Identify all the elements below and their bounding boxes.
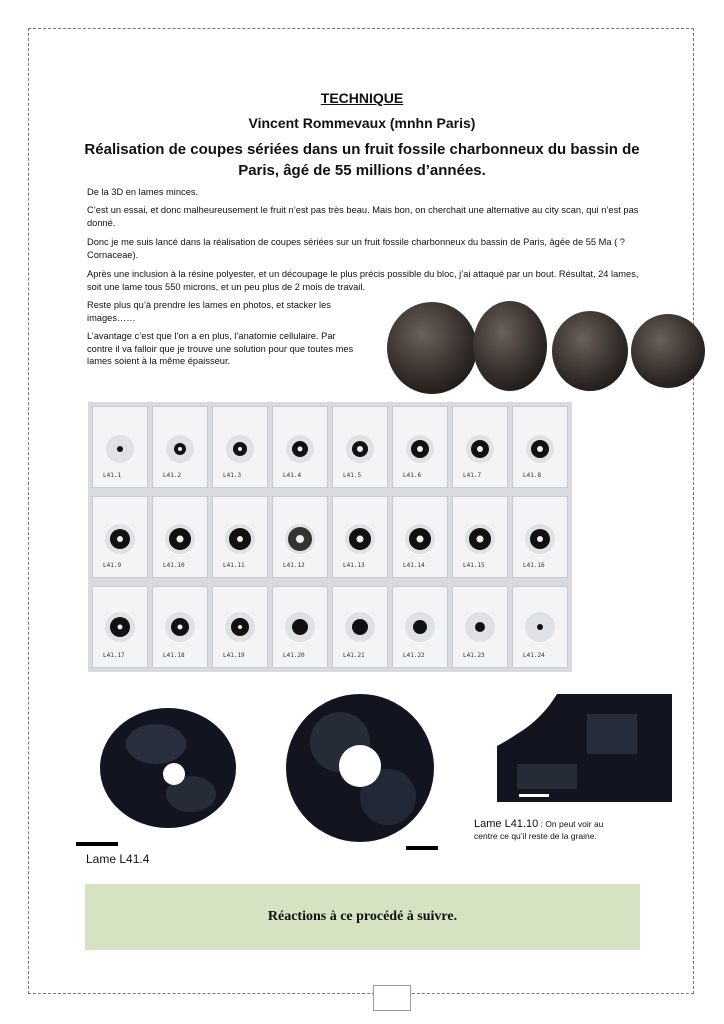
slide: L41.3 [212,406,268,488]
fruit-photo-2 [473,301,547,391]
paragraph-advantage: L’avantage c’est que l’on a en plus, l’anatomie cellulaire. Par contre il va falloir que je trouve une solution pour que toutes mes lames soient à la même épaisseur. [87,331,354,366]
slide: L41.17 [92,586,148,668]
page-number-box [373,985,411,1011]
scale-bar [406,846,438,850]
slide: L41.22 [392,586,448,668]
slide: L41.2 [152,406,208,488]
paragraph-essai: C’est un essai, et donc malheureusement le fruit n’est pas très beau. Mais bon, on cherchait une alternative au city scan, qui n’est pas donné. [87,205,639,228]
slide: L41.1 [92,406,148,488]
slides-grid [88,402,572,672]
slide: L41.23 [452,586,508,668]
slide: L41.20 [272,586,328,668]
slide: L41.12 [272,496,328,578]
slide: L41.11 [212,496,268,578]
reactions-banner [85,884,640,950]
paragraph-intro: De la 3D en lames minces. [87,187,199,197]
slide: L41.9 [92,496,148,578]
fruit-photo-4 [631,314,705,388]
slide: L41.6 [392,406,448,488]
fruit-photo-1 [387,302,477,394]
slide: L41.4 [272,406,328,488]
thin-section-l41-4 [96,704,241,834]
slide: L41.10 [152,496,208,578]
slide: L41.14 [392,496,448,578]
caption-lame-l41-10 [474,818,624,842]
reactions-text: Réactions à ce procédé à suivre. [267,909,458,924]
caption-lame-l41-10-note: : On peut voir au centre ce qu’il reste de la graine. [474,819,604,841]
paragraph-method: Après une inclusion à la résine polyester, et un découpage le plus précis possible du bloc, j’ai attaqué par un bout. Résultat, 24 lames, soit une lame tous 550 microns, et un peu plus de 2 mois de travail. [87,269,639,292]
slide: L41.16 [512,496,568,578]
scale-bar [76,842,118,846]
slide: L41.13 [332,496,388,578]
thin-section-detail [497,694,672,802]
fossil-fruit-photos [385,300,710,398]
section-label: TECHNIQUE [320,90,404,106]
slide: L41.21 [332,586,388,668]
slide: L41.7 [452,406,508,488]
fruit-photo-3 [552,311,628,391]
caption-lame-l41-10-title: Lame L41.10 [474,818,539,830]
slide: L41.19 [212,586,268,668]
caption-lame-l41-4: Lame L41.4 [86,852,150,866]
slide: L41.5 [332,406,388,488]
author-line: Vincent Rommevaux (mnhn Paris) [248,115,476,131]
paragraph-fruit: Donc je me suis lancé dans la réalisation de coupes sériées sur un fruit fossile charbonneux du bassin de Paris, âgée de 55 Ma ( ?Cornaceae). [87,237,625,260]
thin-section-l41-10 [278,692,443,844]
slide: L41.8 [512,406,568,488]
slide: L41.24 [512,586,568,668]
page-title: Réalisation de coupes sériées dans un fruit fossile charbonneux du bassin de Paris, âgé de 55 millions d’années. [84,141,640,179]
slide: L41.15 [452,496,508,578]
paragraph-photos: Reste plus qu’à prendre les lames en photos, et stacker les images…… [87,300,331,323]
slide: L41.18 [152,586,208,668]
